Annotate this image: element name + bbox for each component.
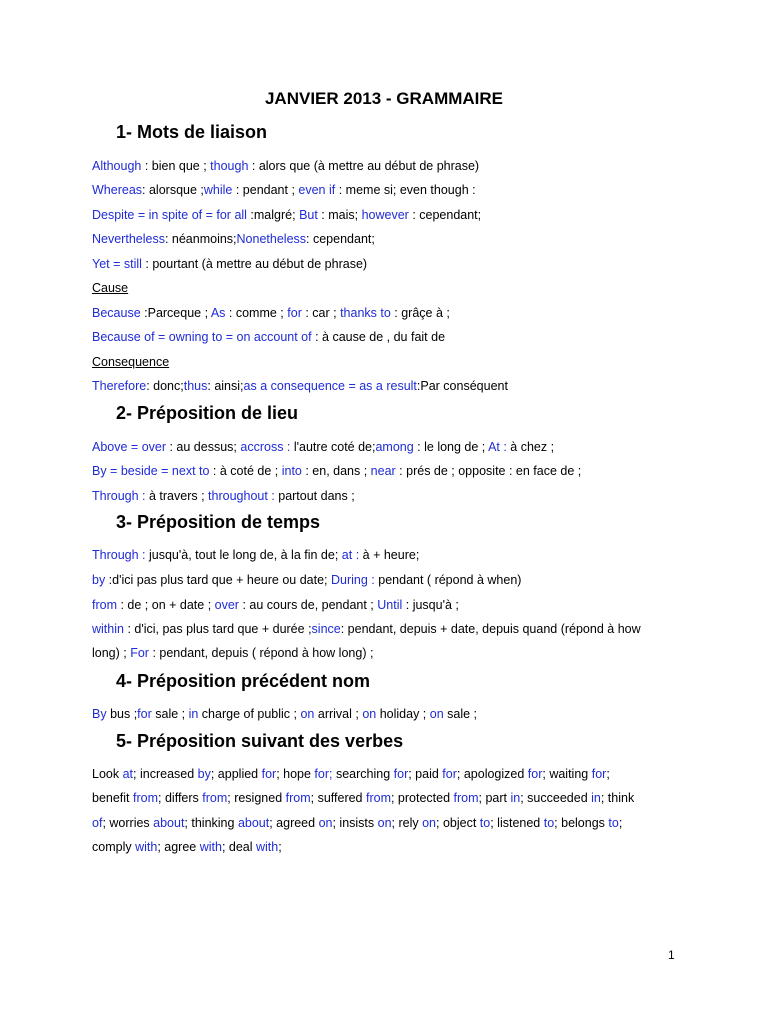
keyword-text: Through : xyxy=(92,489,146,503)
keyword-text: at xyxy=(122,767,134,781)
keyword-text: for xyxy=(393,767,409,781)
plain-text: ; resigned xyxy=(227,791,286,805)
text-line xyxy=(92,354,169,370)
keyword-text: During : xyxy=(331,573,375,587)
plain-text: pendant ( répond à when) xyxy=(374,573,522,587)
plain-text: : prés de ; opposite : en face de ; xyxy=(395,464,582,478)
plain-text: ; waiting xyxy=(542,767,592,781)
plain-text: : cependant; xyxy=(408,208,482,222)
plain-text: ; xyxy=(606,767,610,781)
keyword-text: Therefore xyxy=(92,379,147,393)
plain-text: : donc; xyxy=(146,379,184,393)
plain-text: l'autre coté de; xyxy=(290,440,376,454)
keyword-text: on xyxy=(318,816,333,830)
plain-text: : pendant ; xyxy=(232,183,299,197)
keyword-text: about xyxy=(153,816,185,830)
section-heading-2: 2- Préposition de lieu xyxy=(116,403,299,423)
keyword-text: for xyxy=(442,767,457,781)
plain-text: à chez ; xyxy=(506,440,555,454)
text-line xyxy=(92,488,355,504)
plain-text: : à coté de ; xyxy=(209,464,282,478)
plain-text: charge of public ; xyxy=(198,707,301,721)
keyword-text: Because of = owning to = on account of xyxy=(92,330,312,344)
plain-text: ; hope xyxy=(276,767,315,781)
text-line xyxy=(92,815,622,831)
keyword-text: Yet = still xyxy=(92,257,142,271)
plain-text: : ainsi; xyxy=(207,379,244,393)
plain-text: ; object xyxy=(436,816,480,830)
section-heading-1: 1- Mots de liaison xyxy=(116,122,268,142)
plain-text: ; rely xyxy=(391,816,423,830)
plain-text: jusqu'à, tout le long de, à la fin de; xyxy=(145,548,342,562)
keyword-text: Despite = in spite of = for all xyxy=(92,208,247,222)
keyword-text: by xyxy=(92,573,106,587)
plain-text: :Par conséquent xyxy=(416,379,508,393)
plain-text: : jusqu'à ; xyxy=(402,598,459,612)
text-line xyxy=(92,280,128,296)
keyword-text: with xyxy=(256,840,279,854)
keyword-text: from xyxy=(453,791,479,805)
text-line xyxy=(92,597,459,613)
keyword-text: even if xyxy=(298,183,336,197)
keyword-text: thanks to xyxy=(340,306,391,320)
plain-text: ; xyxy=(278,840,282,854)
text-line xyxy=(92,547,419,563)
keyword-text: on xyxy=(300,707,315,721)
plain-text: : car ; xyxy=(301,306,341,320)
keyword-text: Whereas xyxy=(92,183,143,197)
keyword-text: with xyxy=(199,840,222,854)
plain-text: sale ; xyxy=(151,707,189,721)
section-heading-3: 3- Préposition de temps xyxy=(116,512,321,532)
keyword-text: of xyxy=(92,816,103,830)
keyword-text: as a consequence = as a result xyxy=(243,379,417,393)
keyword-text: from xyxy=(202,791,228,805)
keyword-text: from xyxy=(92,598,117,612)
text-line xyxy=(92,706,477,722)
text-line xyxy=(92,766,610,782)
plain-text: ; agree xyxy=(157,840,200,854)
text-line xyxy=(92,329,445,345)
keyword-text: on xyxy=(422,816,436,830)
keyword-text: at : xyxy=(341,548,360,562)
keyword-text: for xyxy=(137,707,152,721)
keyword-text: near xyxy=(370,464,396,478)
keyword-text: Above = over xyxy=(92,440,167,454)
keyword-text: by xyxy=(197,767,211,781)
section-heading-4: 4- Préposition précédent nom xyxy=(116,671,371,691)
plain-text: long) ; xyxy=(92,646,131,660)
plain-text: ; listened xyxy=(490,816,544,830)
plain-text: ; part xyxy=(478,791,511,805)
plain-text: : au dessus; xyxy=(166,440,241,454)
plain-text: ; insists xyxy=(332,816,378,830)
keyword-text: thus xyxy=(183,379,208,393)
plain-text: : alorsque ; xyxy=(142,183,204,197)
plain-text: : alors que (à mettre au début de phrase) xyxy=(248,159,480,173)
keyword-text: in xyxy=(591,791,601,805)
keyword-text: to xyxy=(543,816,555,830)
keyword-text: from xyxy=(133,791,159,805)
plain-text: ; belongs xyxy=(554,816,609,830)
text-line xyxy=(92,231,375,247)
keyword-text: As xyxy=(210,306,226,320)
plain-text: : de ; on + date ; xyxy=(117,598,215,612)
keyword-text: Through : xyxy=(92,548,146,562)
keyword-text: within xyxy=(92,622,124,636)
text-line xyxy=(92,645,373,661)
plain-text: : le long de ; xyxy=(413,440,489,454)
plain-text: : au cours de, pendant ; xyxy=(238,598,378,612)
plain-text: ; worries xyxy=(102,816,154,830)
keyword-text: for xyxy=(287,306,302,320)
text-line xyxy=(92,182,476,198)
plain-text: ; thinking xyxy=(184,816,238,830)
keyword-text: For xyxy=(130,646,149,660)
keyword-text: on xyxy=(377,816,392,830)
keyword-text: Nonetheless xyxy=(236,232,307,246)
keyword-text: on xyxy=(362,707,377,721)
plain-text: ; apologized xyxy=(456,767,528,781)
keyword-text: to xyxy=(479,816,491,830)
text-line xyxy=(92,256,367,272)
subheading-text: Consequence xyxy=(92,355,170,369)
keyword-text: At : xyxy=(488,440,507,454)
keyword-text: for xyxy=(261,767,277,781)
text-line xyxy=(92,439,554,455)
plain-text: searching xyxy=(332,767,394,781)
plain-text: :d'ici pas plus tard que + heure ou date; xyxy=(105,573,332,587)
keyword-text: Until xyxy=(377,598,403,612)
plain-text: : pendant, depuis ( répond à how long) ; xyxy=(148,646,374,660)
keyword-text: By xyxy=(92,707,107,721)
plain-text: : grâçe à ; xyxy=(390,306,450,320)
plain-text: : d'ici, pas plus tard que + durée ; xyxy=(123,622,312,636)
keyword-text: for; xyxy=(314,767,333,781)
keyword-text: Although xyxy=(92,159,142,173)
keyword-text: for xyxy=(527,767,543,781)
plain-text: :malgré; xyxy=(246,208,300,222)
plain-text: : comme ; xyxy=(225,306,288,320)
plain-text: Look xyxy=(92,767,123,781)
plain-text: ; think xyxy=(600,791,635,805)
keyword-text: for xyxy=(591,767,607,781)
plain-text: ; differs xyxy=(158,791,203,805)
plain-text: : mais; xyxy=(317,208,362,222)
text-line xyxy=(92,839,282,855)
keyword-text: Nevertheless xyxy=(92,232,165,246)
page-number: 1 xyxy=(668,948,675,962)
keyword-text: in xyxy=(510,791,521,805)
plain-text: ; xyxy=(618,816,623,830)
plain-text: : bien que ; xyxy=(141,159,211,173)
plain-text: ; increased xyxy=(133,767,198,781)
keyword-text: By = beside = next to xyxy=(92,464,210,478)
text-line xyxy=(92,207,481,223)
plain-text: à travers ; xyxy=(145,489,209,503)
plain-text: : à cause de , du fait de xyxy=(311,330,446,344)
plain-text: ; agreed xyxy=(269,816,319,830)
plain-text: : en, dans ; xyxy=(301,464,371,478)
keyword-text: over xyxy=(214,598,239,612)
keyword-text: among xyxy=(375,440,414,454)
text-line xyxy=(92,572,521,588)
plain-text: ; succeeded xyxy=(520,791,592,805)
subheading-text: Cause xyxy=(92,281,129,295)
section-heading-5: 5- Préposition suivant des verbes xyxy=(116,731,404,751)
plain-text: : pourtant (à mettre au début de phrase) xyxy=(141,257,368,271)
keyword-text: accross : xyxy=(240,440,291,454)
text-line xyxy=(92,378,508,394)
plain-text: benefit xyxy=(92,791,134,805)
plain-text: bus ; xyxy=(106,707,138,721)
plain-text: ; paid xyxy=(408,767,443,781)
keyword-text: Because xyxy=(92,306,141,320)
keyword-text: from xyxy=(285,791,311,805)
keyword-text: into xyxy=(281,464,302,478)
plain-text: partout dans ; xyxy=(274,489,355,503)
keyword-text: from xyxy=(365,791,391,805)
keyword-text: about xyxy=(237,816,270,830)
keyword-text: while xyxy=(203,183,233,197)
plain-text: sale ; xyxy=(443,707,478,721)
plain-text: arrival ; xyxy=(314,707,363,721)
text-line xyxy=(92,463,581,479)
plain-text: : néanmoins; xyxy=(164,232,237,246)
plain-text: ; suffered xyxy=(310,791,366,805)
plain-text: holiday ; xyxy=(376,707,430,721)
plain-text: : meme si; even though : xyxy=(335,183,476,197)
keyword-text: in xyxy=(188,707,199,721)
document-title: JANVIER 2013 - GRAMMAIRE xyxy=(264,89,504,108)
text-line xyxy=(92,621,641,637)
keyword-text: though xyxy=(210,159,249,173)
keyword-text: with xyxy=(135,840,158,854)
plain-text: comply xyxy=(92,840,136,854)
plain-text: :Parceque ; xyxy=(140,306,211,320)
plain-text: : pendant, depuis + date, depuis quand (répond à how xyxy=(340,622,641,636)
text-line xyxy=(92,790,634,806)
keyword-text: to xyxy=(608,816,619,830)
plain-text: à + heure; xyxy=(359,548,420,562)
plain-text: ; deal xyxy=(221,840,256,854)
text-line xyxy=(92,305,450,321)
keyword-text: throughout : xyxy=(208,489,275,503)
keyword-text: since xyxy=(311,622,341,636)
keyword-text: however xyxy=(361,208,409,222)
plain-text: : cependant; xyxy=(306,232,375,246)
plain-text: ; protected xyxy=(390,791,454,805)
keyword-text: on xyxy=(429,707,444,721)
text-line xyxy=(92,158,479,174)
plain-text: ; applied xyxy=(210,767,262,781)
keyword-text: But xyxy=(299,208,318,222)
